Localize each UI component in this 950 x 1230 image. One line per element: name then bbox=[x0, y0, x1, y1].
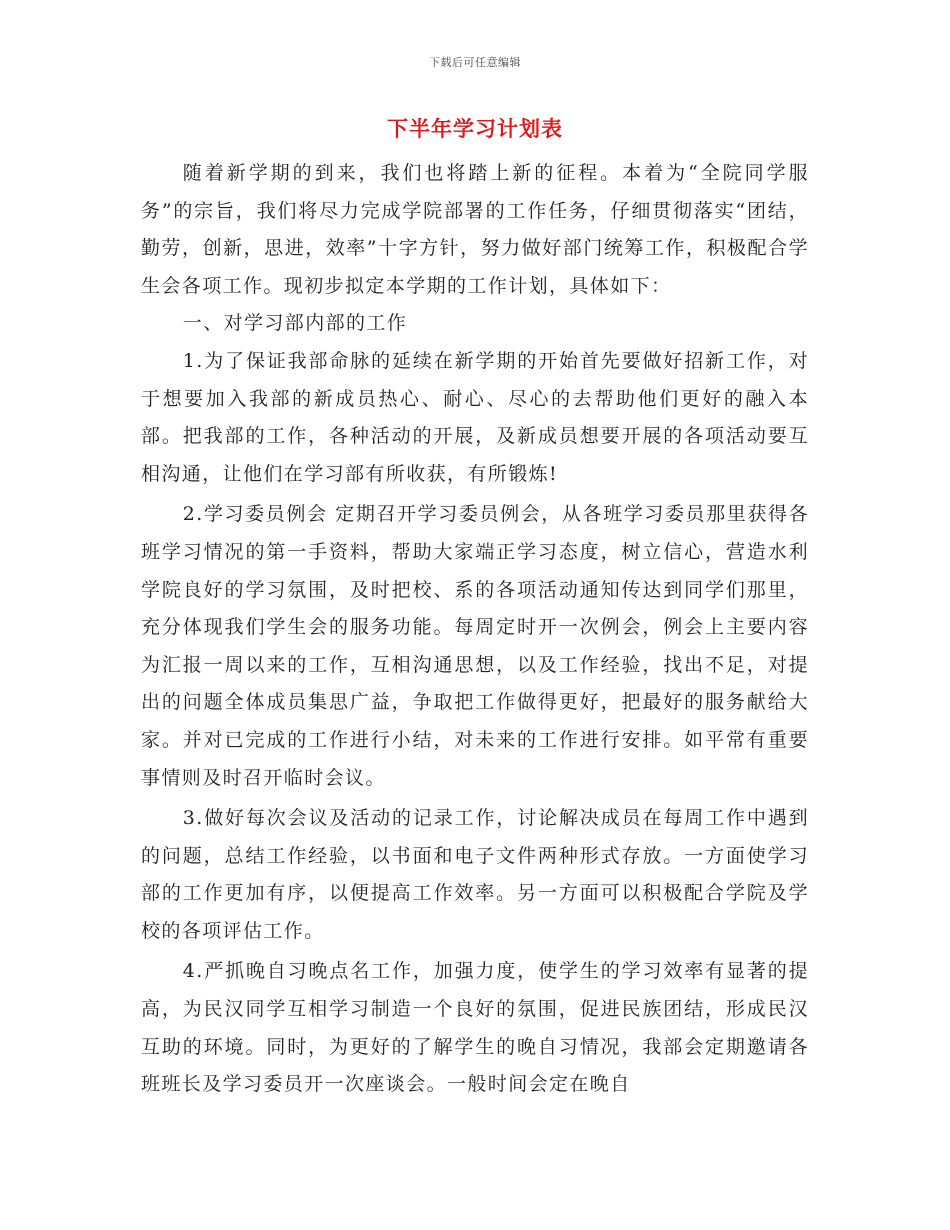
paragraph-item-4: 4.严抓晚自习晚点名工作，加强力度，使学生的学习效率有显著的提高，为民汉同学互相学习制造一个良好的氛围，促进民族团结，形成民汉互助的环境。同时，为更好的了解学生的晚自习情况，我部会定期邀请各班班长及学习委员开一次座谈会。一般时间会定在晚自 bbox=[141, 960, 809, 1096]
paragraph-item-2: 2.学习委员例会 定期召开学习委员例会，从各班学习委员那里获得各班学习情况的第一手资料，帮助大家端正学习态度，树立信心，营造水利学院良好的学习氛围，及时把校、系的各项活动通知传达到同学们那里，充分体现我们学生会的服务功能。每周定时开一次例会，例会上主要内容为汇报一周以来的工作，互相沟通思想，以及工作经验，找出不足，对提出的问题全体成员集思广益，争取把工作做得更好，把最好的服务献给大家。并对已完成的工作进行小结，对未来的工作进行安排。如平常有重要事情则及时召开临时会议。 bbox=[141, 503, 809, 789]
paragraph-item-1: 1.为了保证我部命脉的延续在新学期的开始首先要做好招新工作，对于想要加入我部的新成员热心、耐心、尽心的去帮助他们更好的融入本部。把我部的工作，各种活动的开展，及新成员想要开展的各项活动要互相沟通，让他们在学习部有所收获，有所锻炼! bbox=[141, 349, 809, 485]
section-heading: 一、对学习部内部的工作 bbox=[182, 312, 408, 335]
document-body bbox=[141, 155, 809, 1104]
document-title: 下半年学习计划表 bbox=[387, 116, 563, 141]
paragraph-intro: 随着新学期的到来，我们也将踏上新的征程。本着为“全院同学服务”的宗旨，我们将尽力完成学院部署的工作任务，仔细贯彻落实“团结，勤劳，创新，思进，效率”十字方针，努力做好部门统筹工作，积极配合学生会各项工作。现初步拟定本学期的工作计划，具体如下： bbox=[141, 162, 809, 297]
header-note: 下载后可任意编辑 bbox=[429, 56, 521, 69]
paragraph-item-3: 3.做好每次会议及活动的记录工作，讨论解决成员在每周工作中遇到的问题，总结工作经验，以书面和电子文件两种形式存放。一方面使学习部的工作更加有序，以便提高工作效率。另一方面可以积极配合学院及学校的各项评估工作。 bbox=[141, 807, 809, 942]
